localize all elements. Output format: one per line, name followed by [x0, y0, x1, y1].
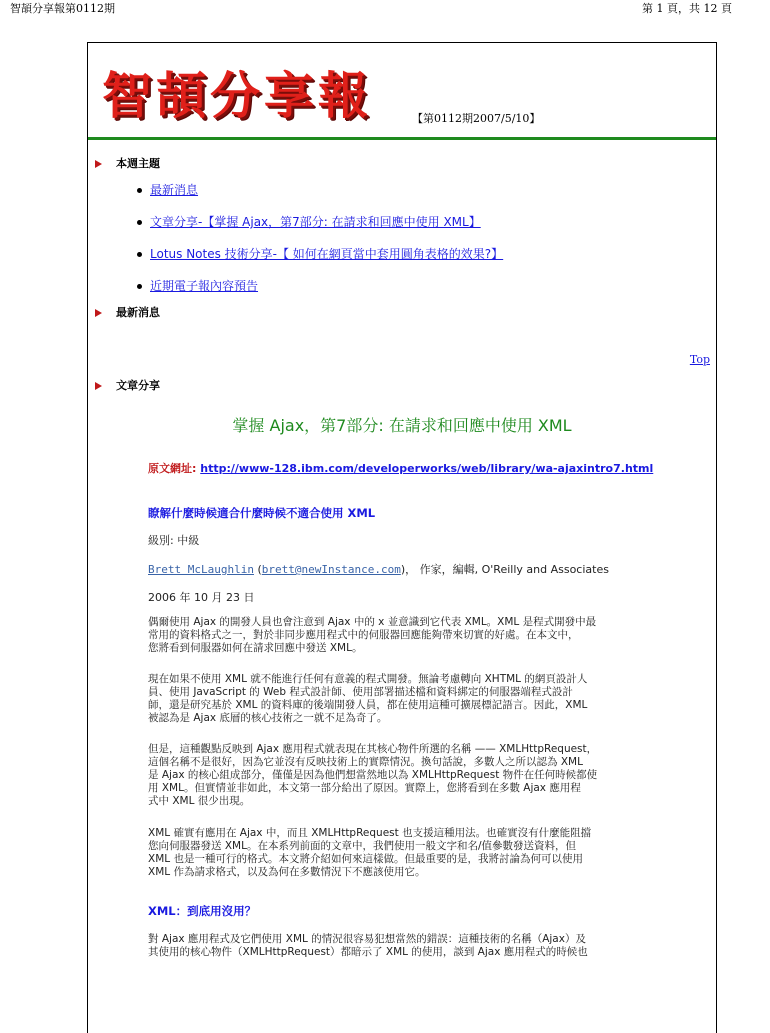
paragraph-line: 用 XML。但實情並非如此，本文第一部分給出了原因。實際上，您將看到在多數 Ajax 應用程 [148, 782, 581, 794]
paragraph-line: 但是，這種觀點反映到 Ajax 應用程式就表現在其核心物件所選的名稱 —— XMLHttpRequest， [148, 743, 598, 755]
paragraph-line: 員、使用 JavaScript 的 Web 程式設計師、使用部署描述檔和資料綁定的伺服器端程式設計 [148, 686, 573, 698]
article-date: 2006 年 10 月 23 日 [148, 591, 255, 604]
paragraph-line: XML 確實有應用在 Ajax 中，而且 XMLHttpRequest 也支援這種用法。也確實沒有什麼能阻擋 [148, 827, 592, 839]
article-subheading: 瞭解什麼時候適合什麼時候不適合使用 XML [148, 506, 376, 520]
toc-link-upcoming[interactable]: 近期電子報內容預告 [150, 279, 259, 293]
bullet-dot-icon [137, 252, 142, 257]
section-weekly-topics [95, 155, 160, 171]
bullet-dot-icon [137, 188, 142, 193]
article-subheading-2: XML：到底用沒用？ [148, 904, 257, 918]
paragraph-line: 被認為是 Ajax 底層的核心技術之一就不足為奇了。 [148, 712, 388, 724]
toc-item-article-share [137, 213, 481, 230]
paragraph-line: 您將看到伺服器如何在請求回應中發送 XML。 [148, 642, 363, 654]
toc-link-lotus-notes[interactable]: Lotus Notes 技術分享-【 如何在網頁當中套用圓角表格的效果?】 [150, 247, 504, 261]
source-label: 原文網址: [148, 462, 197, 475]
bullet-dot-icon [137, 220, 142, 225]
paragraph-intro [148, 616, 693, 655]
paragraph-line: 其使用的核心物件（XMLHttpRequest）都暗示了 XML 的使用，談到 Ajax 應用程式的時候也 [148, 946, 588, 958]
toc-item-lotus-notes [137, 245, 503, 262]
toc-item-latest-news [137, 181, 198, 198]
bullet-dot-icon [137, 284, 142, 289]
paragraph-line: 師，還是研究基於 XML 的資料庫的後端開發人員，都在使用這種可擴展標記語言。因此，XML [148, 699, 588, 711]
paragraph-line: XML 作為請求格式，以及為何在多數情況下不應該使用它。 [148, 866, 426, 878]
toc-link-latest-news[interactable]: 最新消息 [150, 183, 199, 197]
paragraph-line: 是 Ajax 的核心組成部分，僅僅是因為他們想當然地以為 XMLHttpRequest 物件在任何時候都使 [148, 769, 598, 781]
author-line: Brett McLaughlin (brett@newInstance.com)， 作家，編輯, O'Reilly and Associates [148, 563, 609, 576]
paragraph-xml-usage [148, 673, 693, 725]
toc-link-article-share[interactable]: 文章分享-【掌握 Ajax，第7部分: 在請求和回應中使用 XML】 [150, 215, 481, 229]
paragraph-line: XML 也是一種可行的格式。本文將介紹如何來這樣做。但最重要的是，我將討論為何可以使用 [148, 853, 583, 865]
paragraph-line: 對 Ajax 應用程式及它們使用 XML 的情況很容易犯想當然的錯誤：這種技術的名稱（Ajax）及 [148, 933, 586, 945]
section-article-share [95, 377, 160, 393]
article-title: 掌握 Ajax，第7部分: 在請求和回應中使用 XML [232, 416, 572, 435]
issue-label: 【第0112期2007/5/10】 [412, 112, 541, 125]
red-triangle-bullet-icon [95, 309, 102, 317]
article-level: 級別: 中級 [148, 534, 200, 547]
section-article-share-label: 文章分享 [116, 379, 160, 392]
masthead-divider [88, 137, 716, 140]
author-email-link[interactable]: brett@newInstance.com [261, 563, 401, 576]
masthead-logo: 智頡分享報 [102, 67, 372, 125]
source-line [148, 460, 653, 476]
section-latest-news-label: 最新消息 [116, 306, 160, 319]
author-name-link[interactable]: Brett McLaughlin [148, 563, 254, 576]
paragraph-line: 式中 XML 很少出現。 [148, 795, 251, 807]
paragraph-xmlhttprequest [148, 743, 693, 808]
paragraph-assumption [148, 933, 693, 959]
back-to-top-link[interactable]: Top [689, 353, 710, 366]
paragraph-line: 常用的資料格式之一，對於非同步應用程式中的伺服器回應能夠帶來切實的好處。在本文中， [148, 629, 579, 641]
print-header-title: 智頡分享報第0112期 [10, 2, 115, 15]
section-latest-news [95, 304, 160, 320]
paragraph-line: 現在如果不使用 XML 就不能進行任何有意義的程式開發。無論考慮轉向 XHTML 的網頁設計人 [148, 673, 588, 685]
paragraph-line: 您向伺服器發送 XML。在本系列前面的文章中，我們使用一般文字和名/值參數發送資料，但 [148, 840, 576, 852]
toc-item-upcoming [137, 277, 258, 294]
paragraph-line: 偶爾使用 Ajax 的開發人員也會注意到 Ajax 中的 x 並意識到它代表 XML。XML 是程式開發中最 [148, 616, 597, 628]
red-triangle-bullet-icon [95, 382, 102, 390]
paragraph-xml-request [148, 827, 693, 879]
section-weekly-topics-label: 本週主題 [116, 157, 160, 170]
paragraph-line: 這個名稱不是很好，因為它並沒有反映技術上的實際情況。換句話說，多數人之所以認為 XML [148, 756, 583, 768]
print-header [0, 0, 770, 14]
print-header-page-count: 第 1 頁，共 12 頁 [642, 2, 732, 15]
red-triangle-bullet-icon [95, 160, 102, 168]
author-role: )， 作家，編輯, O'Reilly and Associates [400, 563, 609, 576]
source-url-link[interactable]: http://www-128.ibm.com/developerworks/web/library/wa-ajaxintro7.html [200, 462, 654, 475]
